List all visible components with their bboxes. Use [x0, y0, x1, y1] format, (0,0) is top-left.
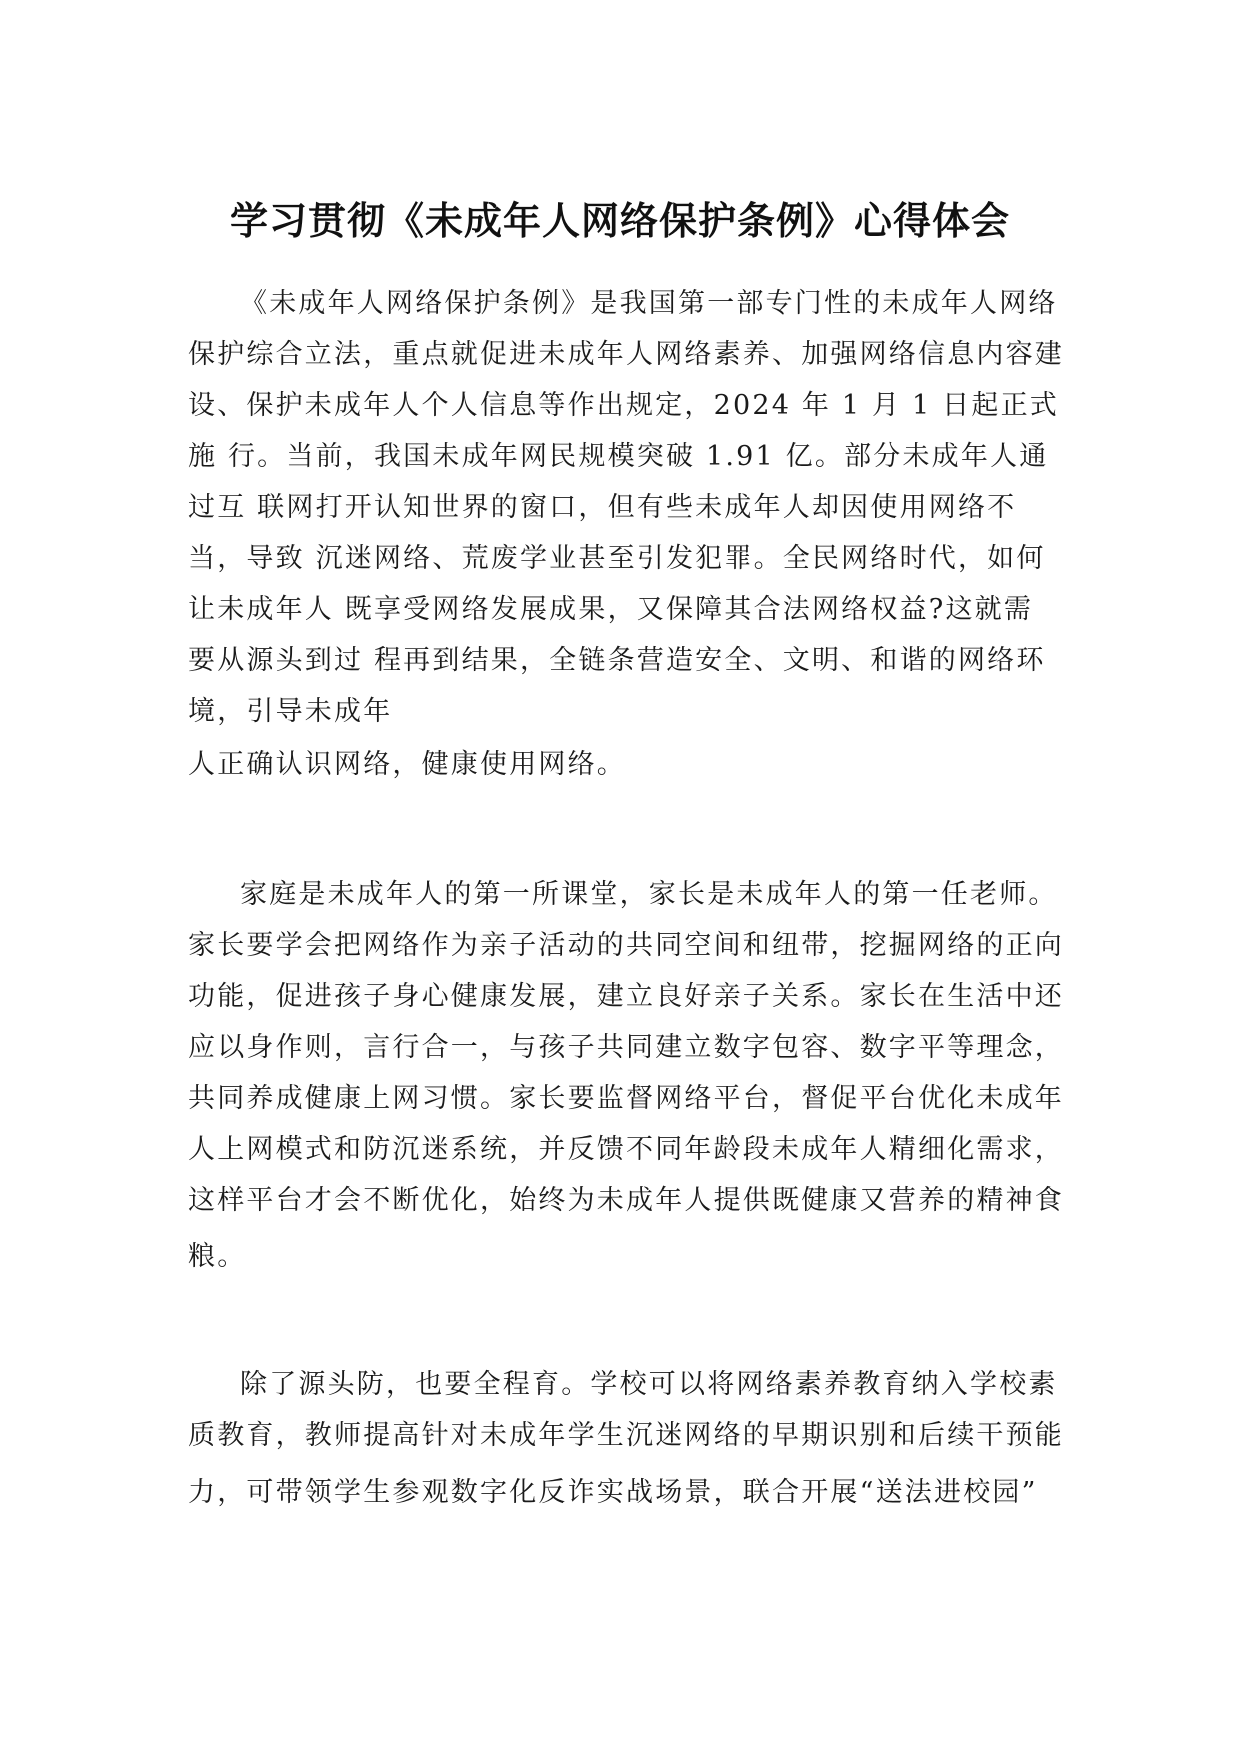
paragraph-2-line-8: 粮。 — [188, 1241, 247, 1272]
paragraph-1-line-6: 当，导致 沉迷网络、荒废学业甚至引发犯罪。全民网络时代，如何 — [188, 543, 1046, 574]
paragraph-3-line-2: 质教育，教师提高针对未成年学生沉迷网络的早期识别和后续干预能 — [188, 1420, 1064, 1451]
paragraph-2-line-4: 应以身作则，言行合一，与孩子共同建立数字包容、数字平等理念， — [188, 1032, 1064, 1063]
paragraph-2-line-7: 这样平台才会不断优化，始终为未成年人提供既健康又营养的精神食 — [188, 1185, 1064, 1216]
paragraph-3-line-3: 力，可带领学生参观数字化反诈实战场景，联合开展“送法进校园” — [188, 1477, 1038, 1508]
paragraph-2-line-6: 人上网模式和防沉迷系统，并反馈不同年龄段未成年人精细化需求， — [188, 1134, 1064, 1165]
paragraph-1-line-2: 保护综合立法，重点就促进未成年人网络素养、加强网络信息内容建 — [188, 339, 1064, 370]
paragraph-1-line-4: 施 行。当前，我国未成年网民规模突破 1.91 亿。部分未成年人通 — [188, 441, 1049, 472]
paragraph-2-line-1: 家庭是未成年人的第一所课堂，家长是未成年人的第一任老师。 — [240, 879, 1058, 910]
paragraph-1-line-3: 设、保护未成年人个人信息等作出规定，2024 年 1 月 1 日起正式 — [188, 390, 1059, 421]
paragraph-1-line-7: 让未成年人 既享受网络发展成果，又保障其合法网络权益?这就需 — [188, 594, 1034, 625]
paragraph-2-line-2: 家长要学会把网络作为亲子活动的共同空间和纽带，挖掘网络的正向 — [188, 930, 1064, 961]
paragraph-1-line-5: 过互 联网打开认知世界的窗口，但有些未成年人却因使用网络不 — [188, 492, 1017, 523]
paragraph-1-line-8: 要从源头到过 程再到结果，全链条营造安全、文明、和谐的网络环 — [188, 645, 1046, 676]
paragraph-1-line-1: 《未成年人网络保护条例》是我国第一部专门性的未成年人网络 — [240, 288, 1058, 319]
paragraph-2-line-5: 共同养成健康上网习惯。家长要监督网络平台，督促平台优化未成年 — [188, 1083, 1064, 1114]
paragraph-1-line-9: 境，引导未成年 — [188, 696, 393, 727]
paragraph-1-line-10: 人正确认识网络，健康使用网络。 — [188, 749, 626, 780]
paragraph-3-line-1: 除了源头防，也要全程育。学校可以将网络素养教育纳入学校素 — [240, 1369, 1058, 1400]
page-title: 学习贯彻《未成年人网络保护条例》心得体会 — [229, 199, 1010, 243]
paragraph-2-line-3: 功能，促进孩子身心健康发展，建立良好亲子关系。家长在生活中还 — [188, 981, 1064, 1012]
